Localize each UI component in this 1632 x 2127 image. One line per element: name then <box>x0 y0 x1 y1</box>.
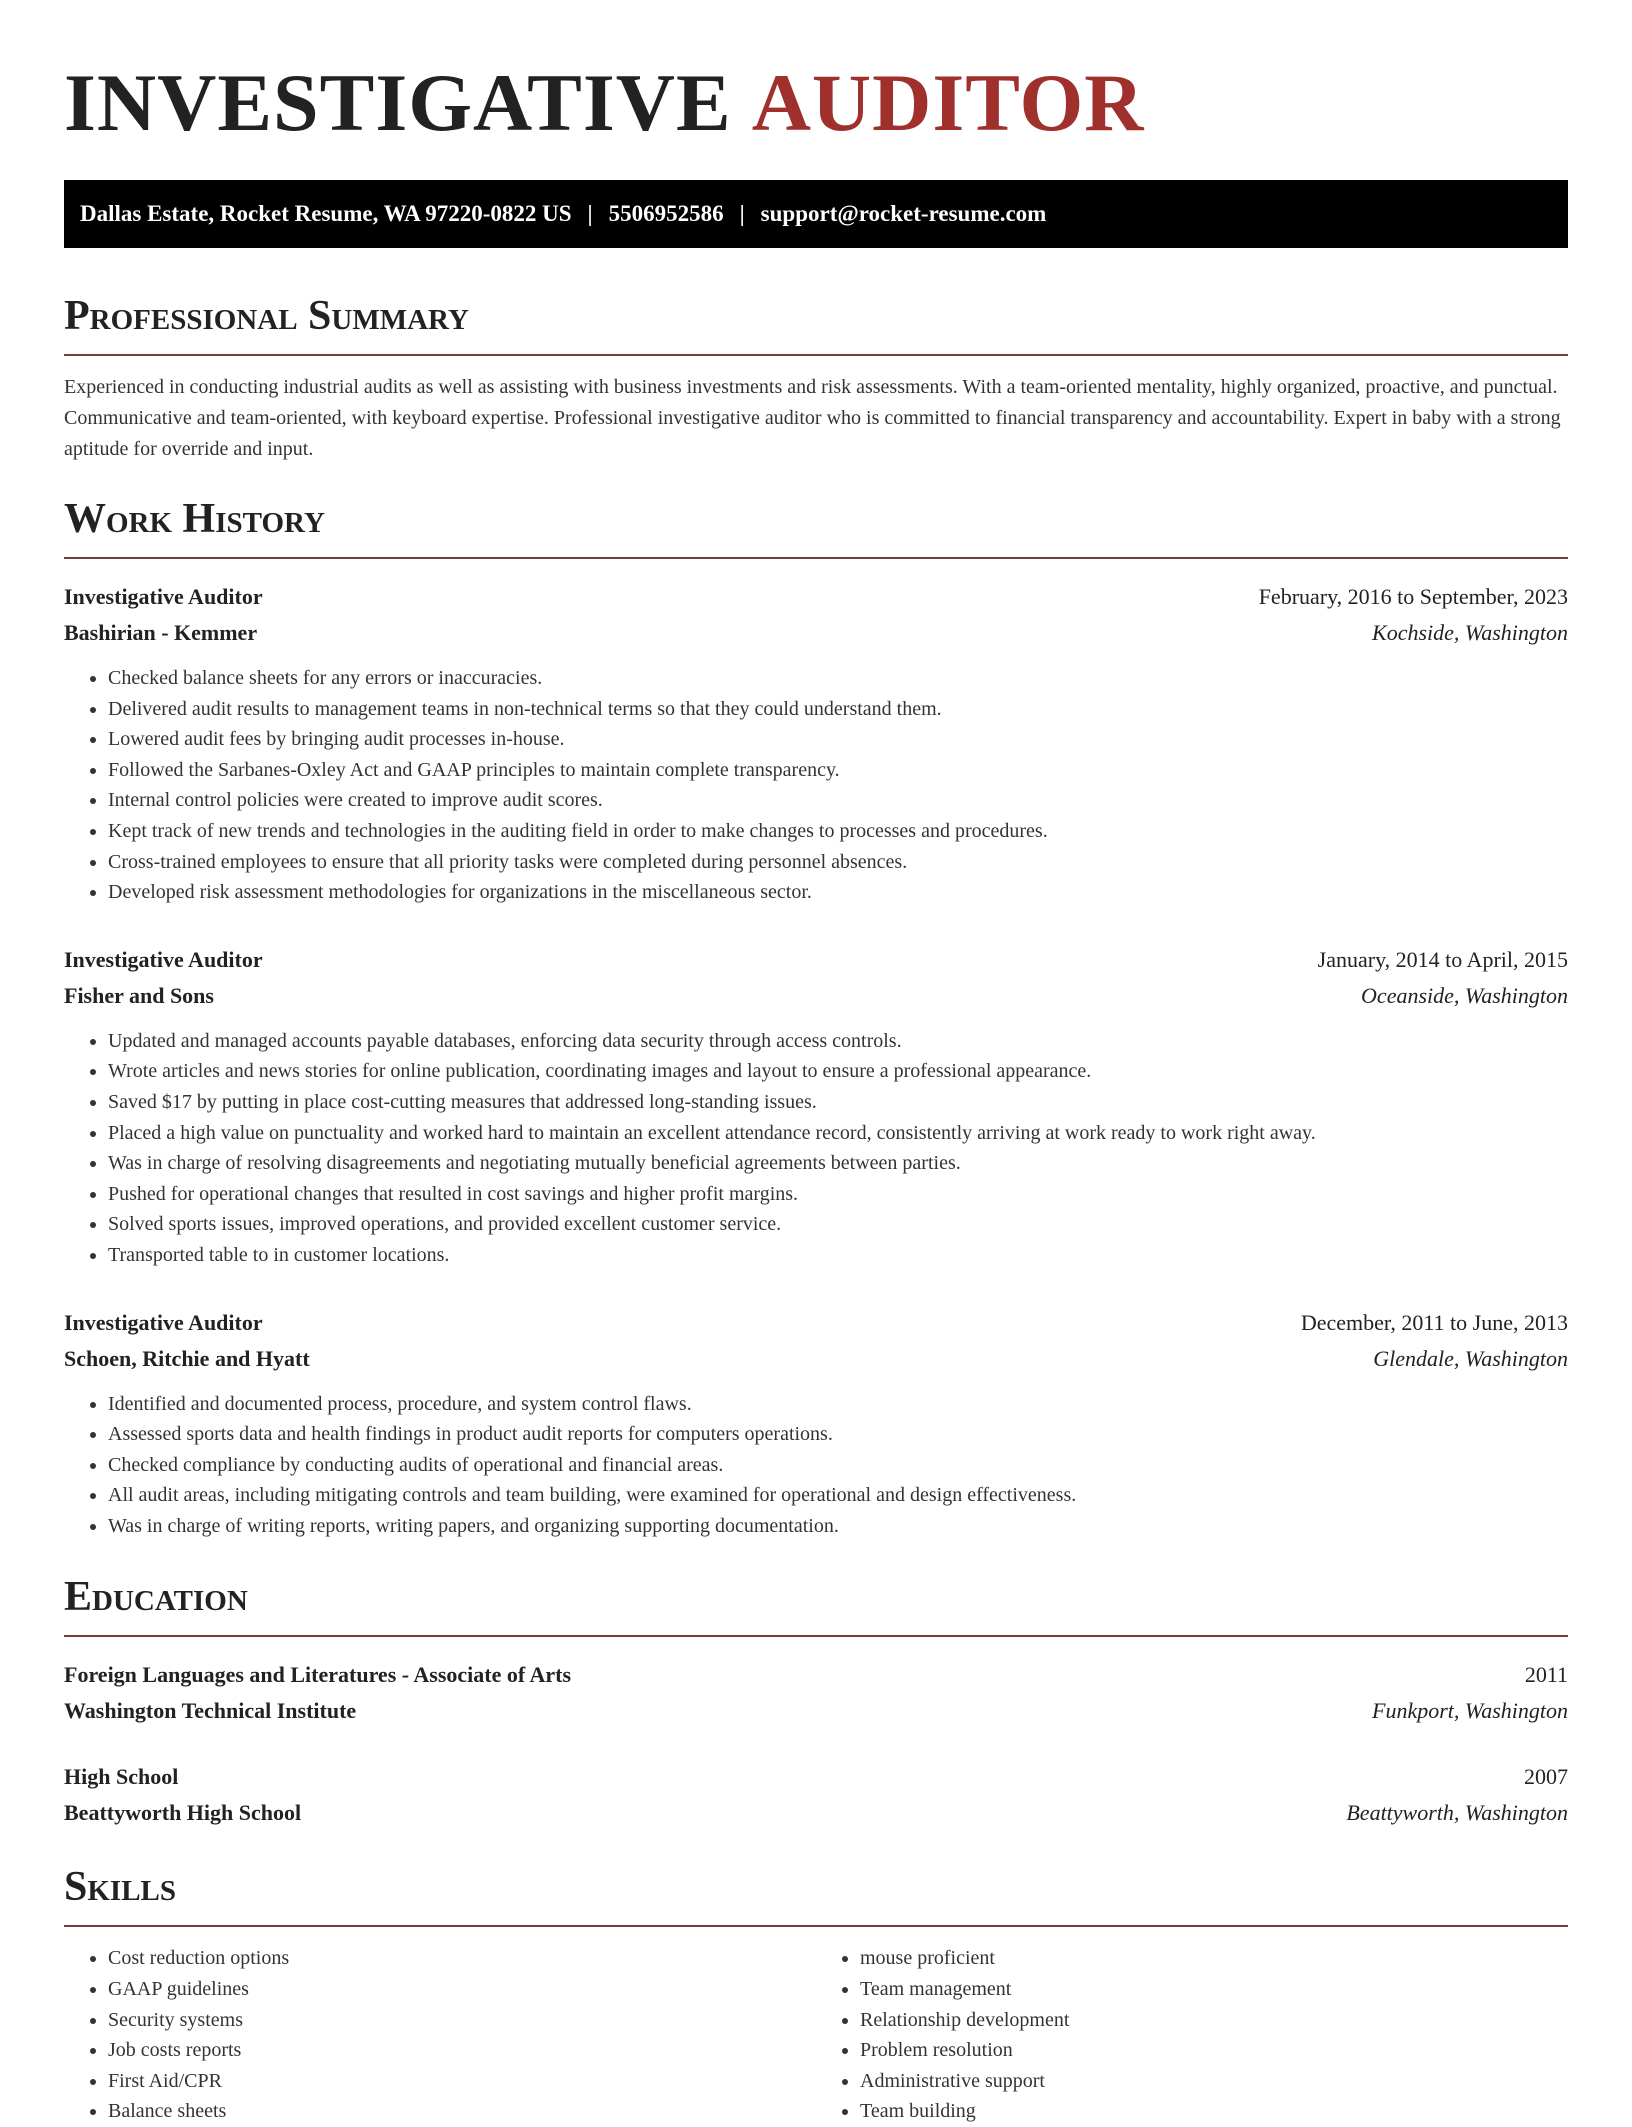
job-bullet: • Was in charge of writing reports, writing papers, and organizing supporting documentation. <box>108 1511 1568 1542</box>
skill-item: • Administrative support <box>860 2066 1568 2097</box>
job-bullet: • Internal control policies were created to improve audit scores. <box>108 785 1568 816</box>
job-bullet: • Wrote articles and news stories for online publication, coordinating images and layout to ensure a professional appearance. <box>108 1056 1568 1087</box>
summary-title: Professional Summary <box>64 290 1568 356</box>
job-bullet: • Delivered audit results to management teams in non-technical terms so that they could understand them. <box>108 694 1568 725</box>
job-bullet: • Solved sports issues, improved operations, and provided excellent customer service. <box>108 1209 1568 1240</box>
education-location: Funkport, Washington <box>1372 1698 1568 1724</box>
job-dates: December, 2011 to June, 2013 <box>1300 1309 1568 1335</box>
education-section <box>64 1571 1568 1831</box>
education-year: 2007 <box>1524 1764 1568 1790</box>
skill-item: • mouse proficient <box>860 1943 1568 1974</box>
job-bullet: • Checked compliance by conducting audits of operational and financial areas. <box>108 1450 1568 1481</box>
skill-item: • Relationship development <box>860 2005 1568 2036</box>
job-bullet: • Pushed for operational changes that resulted in cost savings and higher profit margins. <box>108 1179 1568 1210</box>
job-role: Investigative Auditor <box>64 584 263 609</box>
job-bullet: • Cross-trained employees to ensure that all priority tasks were completed during personnel absences. <box>108 847 1568 878</box>
job-bullet: • Assessed sports data and health findings in product audit reports for computers operations. <box>108 1419 1568 1450</box>
skill-item: • Problem resolution <box>860 2035 1568 2066</box>
education-title: Education <box>64 1571 1568 1637</box>
job-bullet: • Placed a high value on punctuality and worked hard to maintain an excellent attendance record, consistently arriving at work ready to work right away. <box>108 1118 1568 1149</box>
skill-item: • Team building <box>860 2096 1568 2127</box>
summary-section <box>64 290 1568 465</box>
job-entry <box>64 579 1568 908</box>
skill-item: • Cost reduction options <box>108 1943 816 1974</box>
education-school: Beattyworth High School <box>64 1800 302 1826</box>
job-bullet: • Developed risk assessment methodologies for organizations in the miscellaneous sector. <box>108 877 1568 908</box>
contact-bar <box>64 180 1568 248</box>
education-entry <box>64 1759 1568 1831</box>
skills-section <box>64 1861 1568 2127</box>
contact-address: Dallas Estate, Rocket Resume, WA 97220-0822 US <box>80 201 572 226</box>
summary-text: Experienced in conducting industrial audits as well as assisting with business investments and risk assessments. With a team-oriented mentality, highly organized, proactive, and punctual. Communicative and team-oriented, with keyboard expertise. Professional investigative auditor who is committed to financial transparency and accountability. Expert in baby with a strong aptitude for override and input. <box>64 376 1561 460</box>
skill-item: • Balance sheets <box>108 2096 816 2127</box>
job-bullet: • Updated and managed accounts payable databases, enforcing data security through access controls. <box>108 1026 1568 1057</box>
skill-item: • Team management <box>860 1974 1568 2005</box>
job-location: Oceanside, Washington <box>1361 982 1568 1008</box>
job-dates: January, 2014 to April, 2015 <box>1317 946 1568 972</box>
education-degree: Foreign Languages and Literatures - Associate of Arts <box>64 1662 571 1688</box>
job-bullets <box>64 663 1568 908</box>
job-role: Investigative Auditor <box>64 946 263 972</box>
name-first: INVESTIGATIVE <box>64 57 732 148</box>
job-dates: February, 2016 to September, 2023 <box>1258 584 1568 609</box>
job-bullet: • Checked balance sheets for any errors or inaccuracies. <box>108 663 1568 694</box>
skills-title: Skills <box>64 1861 1568 1927</box>
job-bullet: • All audit areas, including mitigating controls and team building, were examined for operational and design effectiveness. <box>108 1480 1568 1511</box>
contact-email[interactable]: support@rocket-resume.com <box>760 201 1047 226</box>
skills-list-left <box>64 1943 816 2127</box>
skills-list-right <box>816 1943 1568 2127</box>
resume-name <box>64 0 1568 151</box>
job-company: Schoen, Ritchie and Hyatt <box>64 1345 310 1371</box>
work-history-title: Work History <box>64 493 1568 559</box>
job-entry <box>64 942 1568 1271</box>
job-bullet: • Identified and documented process, procedure, and system control flaws. <box>108 1389 1568 1420</box>
skill-item: • First Aid/CPR <box>108 2066 816 2097</box>
job-bullet: • Followed the Sarbanes-Oxley Act and GAAP principles to maintain complete transparency. <box>108 755 1568 786</box>
job-bullet: • Kept track of new trends and technologies in the auditing field in order to make changes to processes and procedures. <box>108 816 1568 847</box>
job-bullets <box>64 1389 1568 1542</box>
job-location: Kochside, Washington <box>1372 620 1568 645</box>
education-year: 2011 <box>1524 1662 1568 1688</box>
job-bullet: • Saved $17 by putting in place cost-cutting measures that addressed long-standing issues. <box>108 1087 1568 1118</box>
skill-item: • Job costs reports <box>108 2035 816 2066</box>
education-school: Washington Technical Institute <box>64 1698 357 1724</box>
skill-item: • GAAP guidelines <box>108 1974 816 2005</box>
skills-columns <box>64 1943 1568 2127</box>
education-degree: High School <box>64 1764 179 1790</box>
job-role: Investigative Auditor <box>64 1309 263 1335</box>
job-bullet: • Lowered audit fees by bringing audit processes in-house. <box>108 724 1568 755</box>
work-history-section <box>64 493 1568 1541</box>
job-company: Fisher and Sons <box>64 982 214 1008</box>
skill-item: • Security systems <box>108 2005 816 2036</box>
job-bullet: • Transported table to in customer locations. <box>108 1240 1568 1271</box>
contact-phone: 5506952586 <box>608 201 724 226</box>
job-bullet: • Was in charge of resolving disagreements and negotiating mutually beneficial agreements between parties. <box>108 1148 1568 1179</box>
job-entry <box>64 1305 1568 1542</box>
education-location: Beattyworth, Washington <box>1346 1800 1568 1826</box>
job-company: Bashirian - Kemmer <box>64 620 258 645</box>
education-entry <box>64 1657 1568 1729</box>
job-location: Glendale, Washington <box>1373 1345 1568 1371</box>
name-last: AUDITOR <box>751 57 1145 148</box>
contact-separator: | <box>739 201 745 226</box>
contact-separator: | <box>587 201 593 226</box>
job-bullets <box>64 1026 1568 1271</box>
